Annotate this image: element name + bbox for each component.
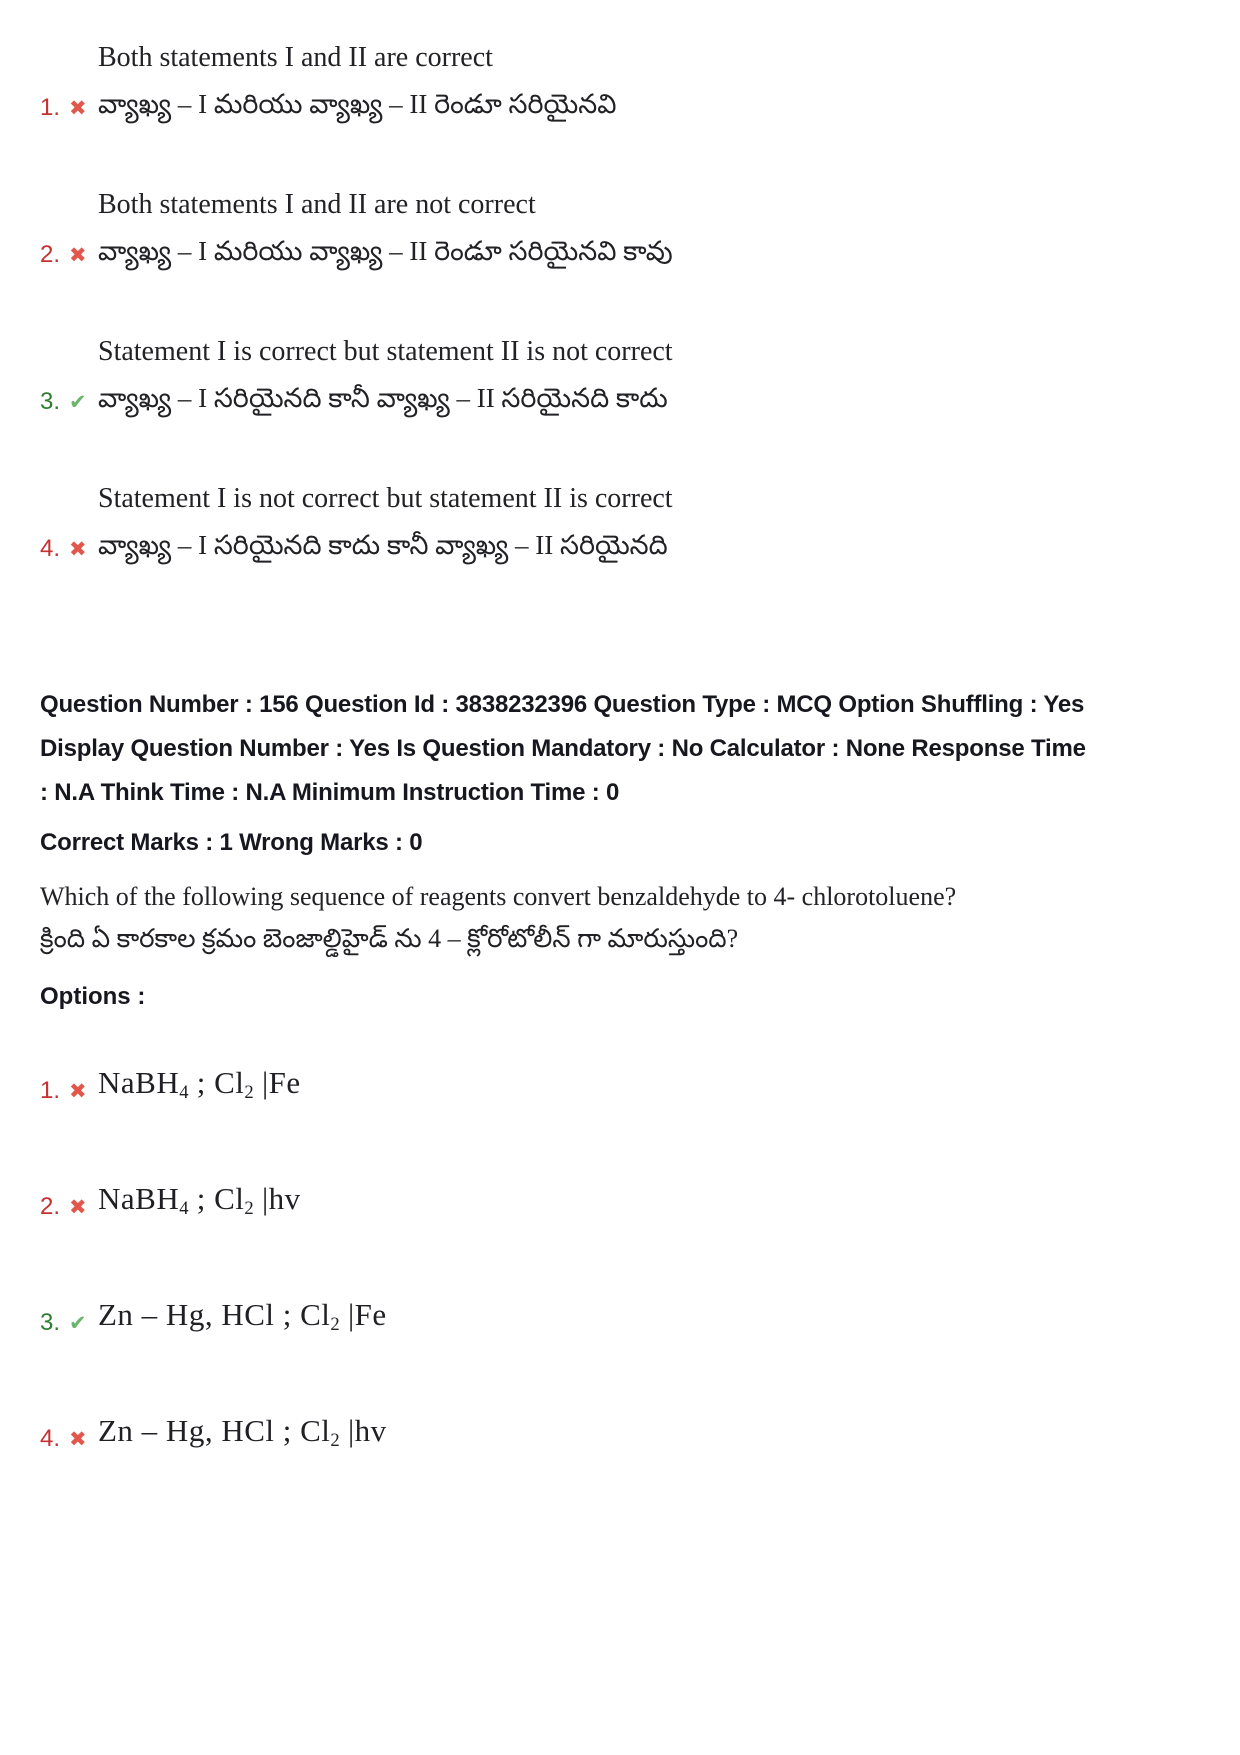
option-number: 1. (40, 94, 61, 121)
metadata-line-2: Display Question Number : Yes Is Question Mandatory : No Calculator : None Response Time (40, 735, 1086, 762)
option-text-telugu: వ్యాఖ్య – I సరియైనది కాదు కానీ వ్యాఖ్య – II సరియైనది (98, 530, 668, 560)
option-text (98, 481, 673, 565)
question-block (40, 877, 1210, 1011)
metadata-line-1: Question Number : 156 Question Id : 3838232396 Question Type : MCQ Option Shuffling : Yes (40, 691, 1085, 718)
option-label-2 (40, 243, 98, 267)
correct-icon: ✔ (69, 1310, 87, 1335)
chemistry-options (40, 1053, 1210, 1453)
chem-formula: NaBH4 ; Cl2 |Fe (98, 1064, 301, 1103)
wrong-icon: ✖ (69, 1078, 87, 1103)
option-number: 4. (40, 535, 61, 562)
wrong-icon: ✖ (69, 242, 87, 267)
wrong-icon: ✖ (69, 536, 87, 561)
chem-option-row-2 (40, 1169, 1210, 1221)
chem-option-row-4 (40, 1401, 1210, 1453)
option-text-english: Statement I is correct but statement II is not correct (98, 336, 673, 367)
metadata-line-3: : N.A Think Time : N.A Minimum Instruction Time : 0 (40, 779, 620, 806)
option-label-4 (40, 537, 98, 561)
option-label-3 (40, 390, 98, 414)
chem-formula: Zn – Hg, HCl ; Cl2 |hv (98, 1412, 387, 1451)
option-number: 3. (40, 388, 61, 415)
wrong-icon: ✖ (69, 95, 87, 120)
wrong-icon: ✖ (69, 1194, 87, 1219)
option-number: 3. (40, 1309, 61, 1336)
chem-formula: Zn – Hg, HCl ; Cl2 |Fe (98, 1296, 387, 1335)
option-text (98, 334, 673, 418)
chem-option-row-3 (40, 1285, 1210, 1337)
correct-icon: ✔ (69, 389, 87, 414)
option-label-2 (40, 1195, 98, 1219)
previous-question-options (40, 40, 1210, 565)
option-number: 1. (40, 1077, 61, 1104)
option-text-english: Both statements I and II are not correct (98, 189, 536, 220)
option-label-4 (40, 1427, 98, 1451)
option-row-2 (40, 187, 1210, 271)
option-text-telugu: వ్యాఖ్య – I మరియు వ్యాఖ్య – II రెండూ సరియైనవి కావు (98, 236, 673, 266)
option-text-english: Statement I is not correct but statement II is correct (98, 483, 673, 514)
option-row-3 (40, 334, 1210, 418)
option-number: 2. (40, 241, 61, 268)
option-row-1 (40, 40, 1210, 124)
option-text-english: Both statements I and II are correct (98, 42, 493, 73)
option-label-1 (40, 1079, 98, 1103)
option-text-telugu: వ్యాఖ్య – I సరియైనది కానీ వ్యాఖ్య – II సరియైనది కాదు (98, 383, 668, 413)
question-metadata (40, 683, 1210, 865)
option-text (98, 187, 673, 271)
options-heading: Options : (40, 983, 146, 1010)
question-text-english: Which of the following sequence of reagents convert benzaldehyde to 4- chlorotoluene? (40, 882, 957, 911)
option-label-3 (40, 1311, 98, 1335)
option-row-4 (40, 481, 1210, 565)
wrong-icon: ✖ (69, 1426, 87, 1451)
chem-formula: NaBH4 ; Cl2 |hv (98, 1180, 301, 1219)
option-text (98, 40, 616, 124)
option-label-1 (40, 96, 98, 120)
marks-line: Correct Marks : 1 Wrong Marks : 0 (40, 829, 423, 856)
option-number: 4. (40, 1425, 61, 1452)
option-text-telugu: వ్యాఖ్య – I మరియు వ్యాఖ్య – II రెండూ సరియైనవి (98, 89, 617, 119)
option-number: 2. (40, 1193, 61, 1220)
chem-option-row-1 (40, 1053, 1210, 1105)
question-text-telugu: క్రింది ఏ కారకాల క్రమం బెంజాల్డిహైడ్ ను 4 – క్లోరోటోలీన్ గా మారుస్తుంది? (40, 924, 739, 953)
